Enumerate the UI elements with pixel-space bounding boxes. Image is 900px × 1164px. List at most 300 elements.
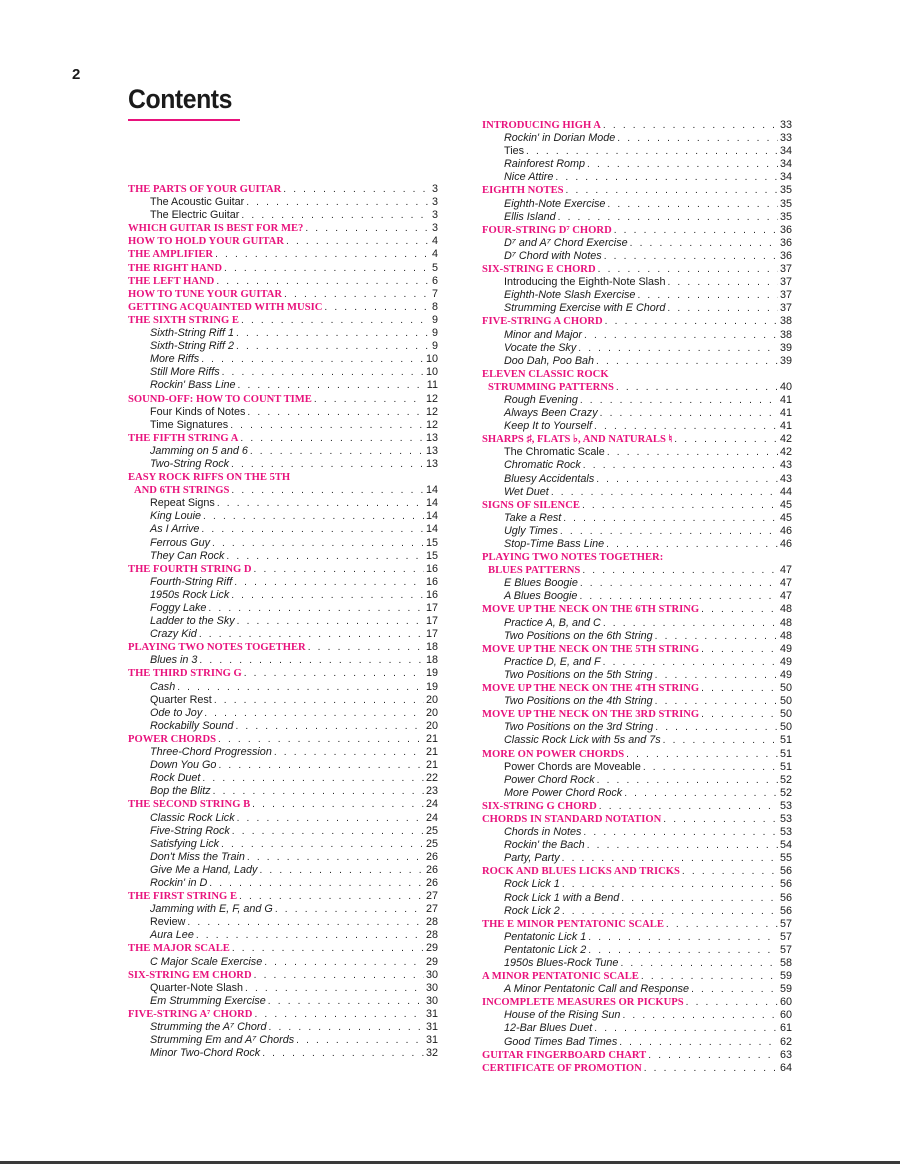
dot-leader [214,694,424,707]
toc-page-number: 40 [779,380,792,393]
dot-leader [617,132,778,145]
toc-subentry [482,446,792,459]
toc-page-number: 49 [779,655,792,668]
toc-entry-title: Power Chord Rock [504,773,595,786]
toc-entry-title: Rockin' Bass Line [150,379,236,392]
dot-leader [314,393,424,406]
toc-entry-title: Pentatonic Lick 2 [504,943,587,956]
dot-leader [305,222,430,235]
toc-subentry [482,158,792,171]
dot-leader [637,289,778,302]
dot-leader [247,851,424,864]
dot-leader [239,890,424,903]
toc-page-number: 49 [779,642,792,655]
toc-subentry [128,851,438,864]
dot-leader [614,224,778,237]
toc-entry-title: THE SECOND STRING B [128,799,251,811]
dot-leader [599,800,778,813]
toc-entry-title: Strumming Exercise with E Chord [504,302,666,315]
toc-entry-title: King Louie [150,510,202,523]
dot-leader [606,538,778,551]
toc-page-number: 58 [779,957,792,969]
toc-page-number: 59 [779,983,792,996]
toc-entry-title: THE AMPLIFIER [128,249,214,261]
toc-subentry [482,1022,792,1035]
dot-leader [644,1062,778,1075]
toc-page-number: 51 [779,760,792,773]
toc-entry-title: Rock Lick 1 with a Bend [504,891,620,904]
toc-page-number: 36 [779,249,792,262]
dot-leader [236,327,430,340]
toc-entry-title: Rock Lick 2 [504,904,560,917]
toc-subentry [128,379,438,392]
toc-page-number: 57 [779,930,792,943]
dot-leader [324,301,430,314]
toc-entry-title: THE FOURTH STRING D [128,563,252,575]
toc-subentry [482,329,792,342]
dot-leader [236,340,430,353]
toc-entry-title: Give Me a Hand, Lady [150,863,258,876]
toc-subentry [482,407,792,420]
toc-subentry [482,656,792,669]
dot-leader [262,1047,424,1060]
toc-entry-title: EIGHTH NOTES [482,185,564,197]
dot-leader [218,733,424,746]
toc-page-number: 16 [425,562,438,575]
toc-page-number: 38 [779,328,792,341]
toc-entry-title: Strumming Em and A⁷ Chords [150,1034,295,1047]
toc-subentry [482,1036,792,1049]
toc-page-number: 3 [431,222,438,235]
toc-subentry [482,695,792,708]
toc-subentry [128,838,438,851]
toc-section-entry [128,432,438,445]
dot-leader [584,329,778,342]
dot-leader [607,446,778,459]
toc-entry-title: Quarter Rest [150,693,212,706]
toc-page-number: 8 [431,300,438,313]
toc-section-entry [128,183,438,196]
toc-subentry [128,785,438,798]
toc-entry-title: Ladder to the Sky [150,615,235,628]
dot-leader [187,916,424,929]
toc-entry-title: E Blues Boogie [504,577,578,590]
toc-entry-title: THE LEFT HAND [128,275,215,287]
toc-page-number: 60 [779,1009,792,1022]
toc-page-number: 20 [425,693,438,706]
toc-subentry [128,589,438,602]
toc-entry-title: AND 6TH STRINGS [134,485,230,497]
toc-entry-title: SHARPS ♯, FLATS ♭, AND NATURALS ♮ [482,434,673,446]
toc-subentry [482,892,792,905]
toc-page-number: 50 [779,682,792,695]
toc-section-entry [128,262,438,275]
toc-subentry [128,1034,438,1047]
dot-leader [655,721,778,734]
toc-page-number: 29 [425,955,438,968]
dot-leader [269,1021,424,1034]
toc-section-entry [128,942,438,955]
toc-page-number: 24 [425,811,438,824]
toc-subentry [482,839,792,852]
toc-subentry [482,734,792,747]
dot-leader [588,944,778,957]
toc-section-entry [482,315,792,328]
dot-leader [582,499,778,512]
toc-page-number: 48 [779,603,792,616]
dot-leader [241,209,430,222]
toc-subentry [128,759,438,772]
toc-page-number: 17 [425,628,438,641]
toc-entry-title: Eighth-Note Slash Exercise [504,289,636,302]
toc-subentry [128,510,438,523]
toc-section-entry [128,248,438,261]
toc-subentry [482,1009,792,1022]
toc-subentry [128,353,438,366]
toc-section-entry [128,1008,438,1021]
toc-section-entry [482,381,792,394]
dot-leader [254,563,424,576]
toc-subentry [128,1047,438,1060]
toc-page-number: 53 [779,799,792,812]
toc-page-number: 18 [425,654,438,667]
toc-page-number: 3 [431,183,438,195]
toc-entry-title: Ugly Times [504,524,558,537]
toc-entry-title: STRUMMING PATTERNS [488,381,614,393]
dot-leader [204,707,424,720]
toc-page-number: 44 [779,485,792,498]
dot-leader [274,746,424,759]
toc-subentry [482,931,792,944]
toc-section-entry [482,1049,792,1062]
toc-subentry [128,523,438,536]
toc-subentry [482,852,792,865]
toc-entry-title: ROCK AND BLUES LICKS AND TRICKS [482,866,680,878]
toc-entry-title: Power Chords are Moveable [504,760,641,773]
toc-entry-title: CERTIFICATE OF PROMOTION [482,1062,642,1074]
toc-page-number: 42 [779,446,792,459]
toc-section-entry [482,184,792,197]
toc-subentry [482,237,792,250]
dot-leader [244,667,424,680]
toc-entry-title: Satisfying Lick [150,837,220,850]
toc-entry-title: WHICH GUITAR IS BEST FOR ME? [128,223,304,235]
dot-leader [241,314,430,327]
dot-leader [603,656,778,669]
toc-page-number: 56 [779,904,792,917]
toc-subentry [128,445,438,458]
toc-section-entry [482,551,792,564]
toc-page-number: 23 [425,785,438,798]
toc-subentry [128,982,438,995]
dot-leader [286,235,430,248]
toc-page-number: 18 [425,641,438,654]
toc-entry-title: Repeat Signs [150,497,215,510]
dot-leader [604,250,778,263]
dot-leader [587,158,778,171]
toc-entry-title: Aura Lee [150,929,194,942]
dot-leader [691,983,778,996]
toc-section-entry [482,748,792,761]
dot-leader [597,774,778,787]
toc-page-number: 49 [779,668,792,681]
toc-subentry [128,327,438,340]
toc-page-number: 3 [431,209,438,222]
toc-entry-title: Rockin' in D [150,876,208,889]
toc-entry-title: Eighth-Note Exercise [504,197,606,210]
toc-entry-title: HOW TO TUNE YOUR GUITAR [128,288,283,300]
dot-leader [232,825,424,838]
toc-subentry [128,576,438,589]
toc-entry-title: PLAYING TWO NOTES TOGETHER: [482,552,664,564]
toc-subentry [128,406,438,419]
toc-page-number: 36 [779,236,792,249]
toc-subentry [482,617,792,630]
toc-section-entry [482,682,792,695]
dot-leader [630,237,778,250]
dot-leader [583,459,778,472]
dot-leader [701,603,778,616]
toc-page-number: 41 [779,407,792,420]
toc-page-number: 35 [779,197,792,210]
dot-leader [603,119,778,132]
dot-leader [259,864,424,877]
toc-entry-title: As I Arrive [150,523,200,536]
toc-entry-title: 1950s Blues-Rock Tune [504,957,619,969]
toc-entry-title: MORE ON POWER CHORDS [482,748,625,760]
toc-entry-title: SIX-STRING E CHORD [482,264,596,276]
toc-section-entry [482,1062,792,1075]
toc-subentry [128,864,438,877]
toc-entry-title: D⁷ and A⁷ Chord Exercise [504,236,628,249]
dot-leader [621,892,778,905]
toc-entry-title: CHORDS IN STANDARD NOTATION [482,813,662,825]
toc-page-number: 19 [425,680,438,693]
toc-section-entry [128,969,438,982]
toc-section-entry [482,603,792,616]
toc-page-number: 41 [779,393,792,406]
toc-entry-title: Minor and Major [504,328,583,341]
toc-entry-title: Practice D, E, and F [504,655,601,668]
toc-subentry [128,825,438,838]
dot-leader [196,929,424,942]
dot-leader [626,748,778,761]
toc-page-number: 28 [425,929,438,942]
toc-entry-title: FIVE-STRING A CHORD [482,316,603,328]
toc-subentry [482,590,792,603]
toc-entry-title: INTRODUCING HIGH A [482,120,601,131]
toc-entry-title: A MINOR PENTATONIC SCALE [482,971,639,983]
toc-section-entry [482,368,792,381]
toc-entry-title: Vocate the Sky [504,341,577,354]
toc-right-column [482,119,792,1075]
toc-section-entry [482,996,792,1009]
toc-subentry [128,419,438,432]
toc-page-number: 36 [779,223,792,236]
toc-page-number: 30 [425,994,438,1007]
toc-section-entry [482,119,792,132]
toc-subentry [482,276,792,289]
dot-leader [582,564,778,577]
toc-entry-title: Jamming on 5 and 6 [150,444,248,457]
toc-page-number: 9 [431,313,438,326]
toc-entry-title: Introducing the Eighth-Note Slash [504,276,666,289]
toc-page-number: 37 [779,302,792,315]
toc-entry-title: Bop the Blitz [150,785,211,798]
toc-section-entry [128,314,438,327]
toc-page-number: 53 [779,812,792,825]
toc-page-number: 54 [779,839,792,852]
dot-leader [216,275,430,288]
toc-subentry [128,681,438,694]
toc-page-number: 20 [425,719,438,732]
toc-page-number: 31 [425,1007,438,1020]
toc-page-number: 39 [779,341,792,354]
dot-leader [222,366,424,379]
toc-entry-title: MOVE UP THE NECK ON THE 4TH STRING [482,683,700,695]
toc-page-number: 50 [779,721,792,734]
toc-page-number: 45 [779,511,792,524]
dot-leader [566,184,778,197]
toc-section-entry [128,471,438,484]
toc-entry-title: THE FIRST STRING E [128,891,238,903]
toc-subentry [128,746,438,759]
toc-page-number: 38 [779,315,792,328]
toc-entry-title: THE E MINOR PENTATONIC SCALE [482,918,664,930]
toc-section-entry [482,643,792,656]
toc-entry-title: THE SIXTH STRING E [128,314,239,326]
toc-entry-title: THE FIFTH STRING A [128,432,239,444]
dot-leader [224,262,430,275]
toc-page-number: 26 [425,850,438,863]
toc-entry-title: ELEVEN CLASSIC ROCK [482,368,609,380]
toc-entry-title: Down You Go [150,759,217,772]
toc-page-number: 4 [431,248,438,261]
toc-entry-title: Party, Party [504,852,560,865]
toc-subentry [482,878,792,891]
toc-page-number: 63 [779,1048,792,1061]
toc-subentry [128,497,438,510]
toc-page-number: 50 [779,695,792,708]
toc-entry-title: The Electric Guitar [150,209,240,222]
toc-subentry [482,171,792,184]
toc-page-number: 62 [779,1035,792,1048]
toc-page-number: 48 [779,616,792,629]
dot-leader [701,643,778,656]
dot-leader [226,550,424,563]
toc-left-column [128,183,438,1060]
toc-page-number: 12 [425,392,438,405]
dot-leader [666,918,778,931]
toc-entry-title: Classic Rock Lick [150,811,235,824]
toc-page-number: 26 [425,863,438,876]
dot-leader [667,302,778,315]
dot-leader [562,878,778,891]
toc-entry-title: Still More Riffs [150,366,220,379]
toc-entry-title: Sixth-String Riff 2 [150,340,235,353]
toc-subentry [482,983,792,996]
toc-entry-title: Rainforest Romp [504,158,586,171]
toc-section-entry [482,865,792,878]
dot-leader [607,198,778,211]
toc-page-number: 17 [425,602,438,614]
toc-page-number: 47 [779,590,792,603]
dot-leader [667,276,778,289]
toc-page-number: 15 [425,549,438,562]
dot-leader [296,1034,424,1047]
dot-leader [230,419,424,432]
dot-leader [643,761,778,774]
toc-entry-title: Strumming the A⁷ Chord [150,1021,267,1033]
dot-leader [624,787,778,800]
toc-page-number: 51 [779,734,792,747]
dot-leader [583,826,778,839]
toc-subentry [128,602,438,615]
dot-leader [596,355,778,368]
toc-entry-title: Stop-Time Bass Line [504,538,605,550]
toc-entry-title: Cash [150,680,176,693]
toc-entry-title: Don't Miss the Train [150,850,245,863]
toc-page-number: 17 [425,615,438,628]
toc-subentry [128,615,438,628]
dot-leader [221,838,424,851]
toc-page-number: 27 [425,903,438,916]
toc-page-number: 51 [779,747,792,760]
toc-page-number: 39 [779,354,792,367]
toc-subentry [128,209,438,222]
toc-page-number: 11 [426,379,438,392]
dot-leader [232,942,424,955]
toc-page-number: 64 [779,1061,792,1074]
toc-subentry [482,721,792,734]
dot-leader [283,183,430,196]
toc-entry-title: Ties [504,145,524,158]
toc-section-entry [128,393,438,406]
toc-entry-title: Rockin' the Bach [504,839,585,852]
dot-leader [603,617,778,630]
dot-leader [254,969,424,982]
toc-subentry [482,355,792,368]
dot-leader [202,772,424,785]
toc-entry-title: GETTING ACQUAINTED WITH MUSIC [128,301,323,313]
toc-entry-title: Bluesy Accidentals [504,472,595,485]
toc-section-entry [482,970,792,983]
toc-entry-title: Four Kinds of Notes [150,405,246,418]
dot-leader [264,956,424,969]
dot-leader [578,342,778,355]
dot-leader [201,523,424,536]
toc-subentry [128,550,438,563]
toc-section-entry [128,733,438,746]
toc-entry-title: Two Positions on the 3rd String [504,721,654,734]
toc-entry-title: Two-String Rock [150,457,229,470]
toc-section-entry [482,564,792,577]
dot-leader [199,654,424,667]
toc-entry-title: Crazy Kid [150,628,197,641]
toc-entry-title: Three-Chord Progression [150,746,272,759]
dot-leader [254,1008,424,1021]
toc-page-number: 28 [425,916,438,929]
toc-page-number: 42 [779,433,792,446]
dot-leader [560,525,778,538]
toc-section-entry [128,235,438,248]
dot-leader [579,590,778,603]
toc-page-number: 25 [425,824,438,837]
toc-entry-title: Chords in Notes [504,826,582,839]
toc-entry-title: Two Positions on the 4th String [504,695,653,708]
toc-entry-title: Jamming with E, F, and G [150,903,273,916]
toc-entry-title: THE MAJOR SCALE [128,943,230,955]
